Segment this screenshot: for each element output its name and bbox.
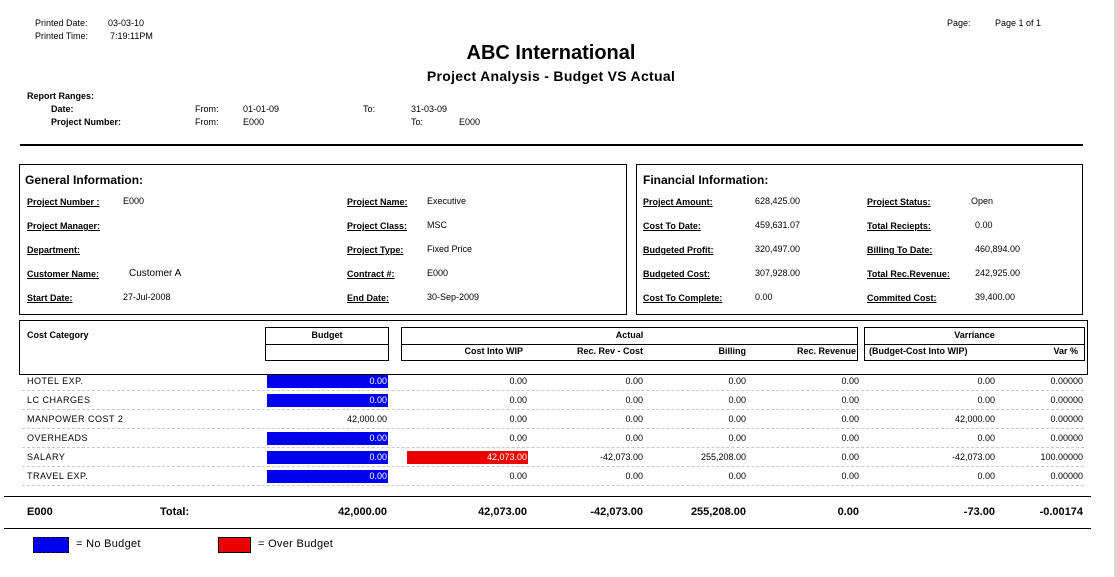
cell-cost-wip: 0.00 [509, 414, 527, 424]
header-divider [20, 144, 1083, 146]
row-divider [22, 390, 1084, 391]
actual-header-divider [401, 344, 858, 345]
totals-bottom-divider [4, 528, 1091, 529]
cell-cost-wip: 42,073.00 [486, 452, 527, 462]
col-var-pct: Var % [1053, 346, 1078, 356]
total-billing: 255,208.00 [690, 506, 746, 518]
budget-header-divider [265, 344, 389, 345]
range-date-from-label: From: [195, 104, 219, 114]
row-category: TRAVEL EXP. [27, 471, 89, 481]
row-category: SALARY [27, 452, 66, 462]
budgeted-profit-label: Budgeted Profit: [643, 245, 714, 255]
row-divider [22, 466, 1084, 467]
cell-rec-revenue: 0.00 [841, 414, 859, 424]
printed-date: 03-03-10 [108, 18, 145, 28]
range-project-to: E000 [459, 117, 481, 127]
total-receipts-value: 0.00 [975, 220, 993, 230]
project-type-label: Project Type: [347, 245, 404, 255]
row-category: MANPOWER COST 2 [27, 414, 124, 424]
general-information-title: General Information: [25, 173, 144, 187]
range-date-to-label: To: [363, 104, 376, 114]
variance-header-divider [864, 344, 1085, 345]
cell-var-amount: 0.00 [977, 376, 995, 386]
cell-var-pct: 100.00000 [1040, 452, 1083, 462]
financial-information-title: Financial Information: [643, 173, 769, 187]
cell-cost-wip: 0.00 [509, 376, 527, 386]
no-budget-legend-label: = No Budget [76, 538, 141, 550]
budgeted-cost-value: 307,928.00 [755, 268, 801, 278]
cell-var-amount: 0.00 [977, 395, 995, 405]
range-project-to-label: To: [411, 117, 424, 127]
cell-rec-rev-cost: 0.00 [625, 433, 643, 443]
cost-to-date-value: 459,631.07 [755, 220, 801, 230]
project-status-label: Project Status: [867, 197, 931, 207]
cell-cost-wip: 0.00 [509, 471, 527, 481]
cell-rec-rev-cost: 0.00 [625, 376, 643, 386]
printed-time-label: Printed Time: [35, 31, 89, 41]
contract-label: Contract #: [347, 269, 395, 279]
cell-billing: 0.00 [728, 414, 746, 424]
cell-cost-wip: 0.00 [509, 395, 527, 405]
budgeted-profit-value: 320,497.00 [755, 244, 801, 254]
project-class-label: Project Class: [347, 221, 408, 231]
project-amount-label: Project Amount: [643, 197, 713, 207]
totals-label: Total: [160, 506, 190, 518]
project-status-value: Open [971, 196, 994, 206]
commited-cost-label: Commited Cost: [867, 293, 937, 303]
range-project-label: Project Number: [51, 117, 122, 127]
range-project-from: E000 [243, 117, 265, 127]
cell-rec-revenue: 0.00 [841, 452, 859, 462]
total-receipts-label: Total Reciepts: [867, 221, 931, 231]
cell-billing: 0.00 [728, 376, 746, 386]
project-name-label: Project Name: [347, 197, 408, 207]
total-var-amt: -73.00 [963, 506, 995, 518]
over-budget-swatch [218, 537, 251, 553]
project-type-value: Fixed Price [427, 244, 473, 254]
cell-rec-revenue: 0.00 [841, 376, 859, 386]
range-project-from-label: From: [195, 117, 219, 127]
row-category: OVERHEADS [27, 433, 89, 443]
range-date-from: 01-01-09 [243, 104, 280, 114]
row-category: LC CHARGES [27, 395, 91, 405]
contract-value: E000 [427, 268, 449, 278]
report-ranges-title: Report Ranges: [27, 91, 95, 101]
budget-header: Budget [311, 330, 343, 340]
printed-time: 7:19:11PM [110, 31, 153, 41]
total-cost-wip: 42,073.00 [478, 506, 527, 518]
cell-rec-rev-cost: 0.00 [625, 471, 643, 481]
row-divider [22, 409, 1084, 410]
cost-to-complete-label: Cost To Complete: [643, 293, 723, 303]
cost-to-complete-value: 0.00 [755, 292, 773, 302]
project-number-label: Project Number : [27, 197, 100, 207]
variance-header: Varriance [954, 330, 995, 340]
billing-to-date-label: Billing To Date: [867, 245, 933, 255]
cell-rec-revenue: 0.00 [841, 471, 859, 481]
col-rec-revenue: Rec. Revenue [796, 346, 856, 356]
cell-budget: 0.00 [369, 433, 387, 443]
totals-top-divider [4, 496, 1091, 497]
cell-var-pct: 0.00000 [1050, 376, 1083, 386]
project-manager-label: Project Manager: [27, 221, 101, 231]
total-rec-revenue-value: 242,925.00 [975, 268, 1021, 278]
cell-rec-rev-cost: -42,073.00 [599, 452, 643, 462]
cell-budget: 0.00 [369, 471, 387, 481]
row-divider [22, 428, 1084, 429]
cell-var-amount: 0.00 [977, 471, 995, 481]
row-divider [22, 447, 1084, 448]
customer-name-label: Customer Name: [27, 269, 100, 279]
project-name-value: Executive [427, 196, 467, 206]
total-budget: 42,000.00 [338, 506, 387, 518]
cell-rec-revenue: 0.00 [841, 395, 859, 405]
row-category: HOTEL EXP. [27, 376, 84, 386]
end-date-value: 30-Sep-2009 [427, 292, 480, 302]
cell-var-amount: 42,000.00 [954, 414, 995, 424]
row-divider [22, 485, 1084, 486]
cell-var-amount: -42,073.00 [951, 452, 995, 462]
page-number: Page 1 of 1 [995, 18, 1042, 28]
customer-name-value: Customer A [129, 268, 182, 279]
range-date-to: 31-03-09 [411, 104, 448, 114]
billing-to-date-value: 460,894.00 [975, 244, 1021, 254]
cell-billing: 0.00 [728, 433, 746, 443]
project-class-value: MSC [427, 220, 447, 230]
cell-var-pct: 0.00000 [1050, 471, 1083, 481]
cell-budget: 42,000.00 [346, 414, 387, 424]
cell-var-amount: 0.00 [977, 433, 995, 443]
cell-var-pct: 0.00000 [1050, 433, 1083, 443]
cost-to-date-label: Cost To Date: [643, 221, 701, 231]
project-amount-value: 628,425.00 [755, 196, 801, 206]
no-budget-swatch [33, 537, 69, 553]
totals-project: E000 [27, 506, 53, 518]
budgeted-cost-label: Budgeted Cost: [643, 269, 710, 279]
col-budget-cost-wip: (Budget-Cost Into WIP) [869, 346, 968, 356]
project-number-value: E000 [123, 196, 145, 206]
total-rec-revenue-label: Total Rec.Revenue: [867, 269, 950, 279]
start-date-label: Start Date: [27, 293, 73, 303]
printed-date-label: Printed Date: [35, 18, 88, 28]
total-rec-rev-cost: -42,073.00 [590, 506, 643, 518]
col-rec-rev-cost: Rec. Rev - Cost [576, 346, 643, 356]
cell-cost-wip: 0.00 [509, 433, 527, 443]
cell-budget: 0.00 [369, 376, 387, 386]
col-billing: Billing [718, 346, 746, 356]
page-label: Page: [947, 18, 971, 28]
col-cost-into-wip: Cost Into WIP [464, 346, 523, 356]
end-date-label: End Date: [347, 293, 390, 303]
commited-cost-value: 39,400.00 [975, 292, 1016, 302]
over-budget-legend-label: = Over Budget [258, 538, 334, 550]
cell-billing: 0.00 [728, 395, 746, 405]
cell-budget: 0.00 [369, 395, 387, 405]
company-name: ABC International [466, 42, 636, 64]
cell-billing: 255,208.00 [700, 452, 746, 462]
actual-header: Actual [615, 330, 644, 340]
start-date-value: 27-Jul-2008 [123, 292, 171, 302]
total-rec-revenue: 0.00 [837, 506, 859, 518]
cell-budget: 0.00 [369, 452, 387, 462]
department-label: Department: [27, 245, 81, 255]
cell-rec-rev-cost: 0.00 [625, 395, 643, 405]
cell-var-pct: 0.00000 [1050, 395, 1083, 405]
cell-var-pct: 0.00000 [1050, 414, 1083, 424]
cell-billing: 0.00 [728, 471, 746, 481]
cost-category-header: Cost Category [27, 330, 89, 340]
cell-rec-rev-cost: 0.00 [625, 414, 643, 424]
report-title: Project Analysis - Budget VS Actual [426, 68, 676, 84]
range-date-label: Date: [51, 104, 74, 114]
total-var-pct: -0.00174 [1039, 506, 1083, 518]
cell-rec-revenue: 0.00 [841, 433, 859, 443]
